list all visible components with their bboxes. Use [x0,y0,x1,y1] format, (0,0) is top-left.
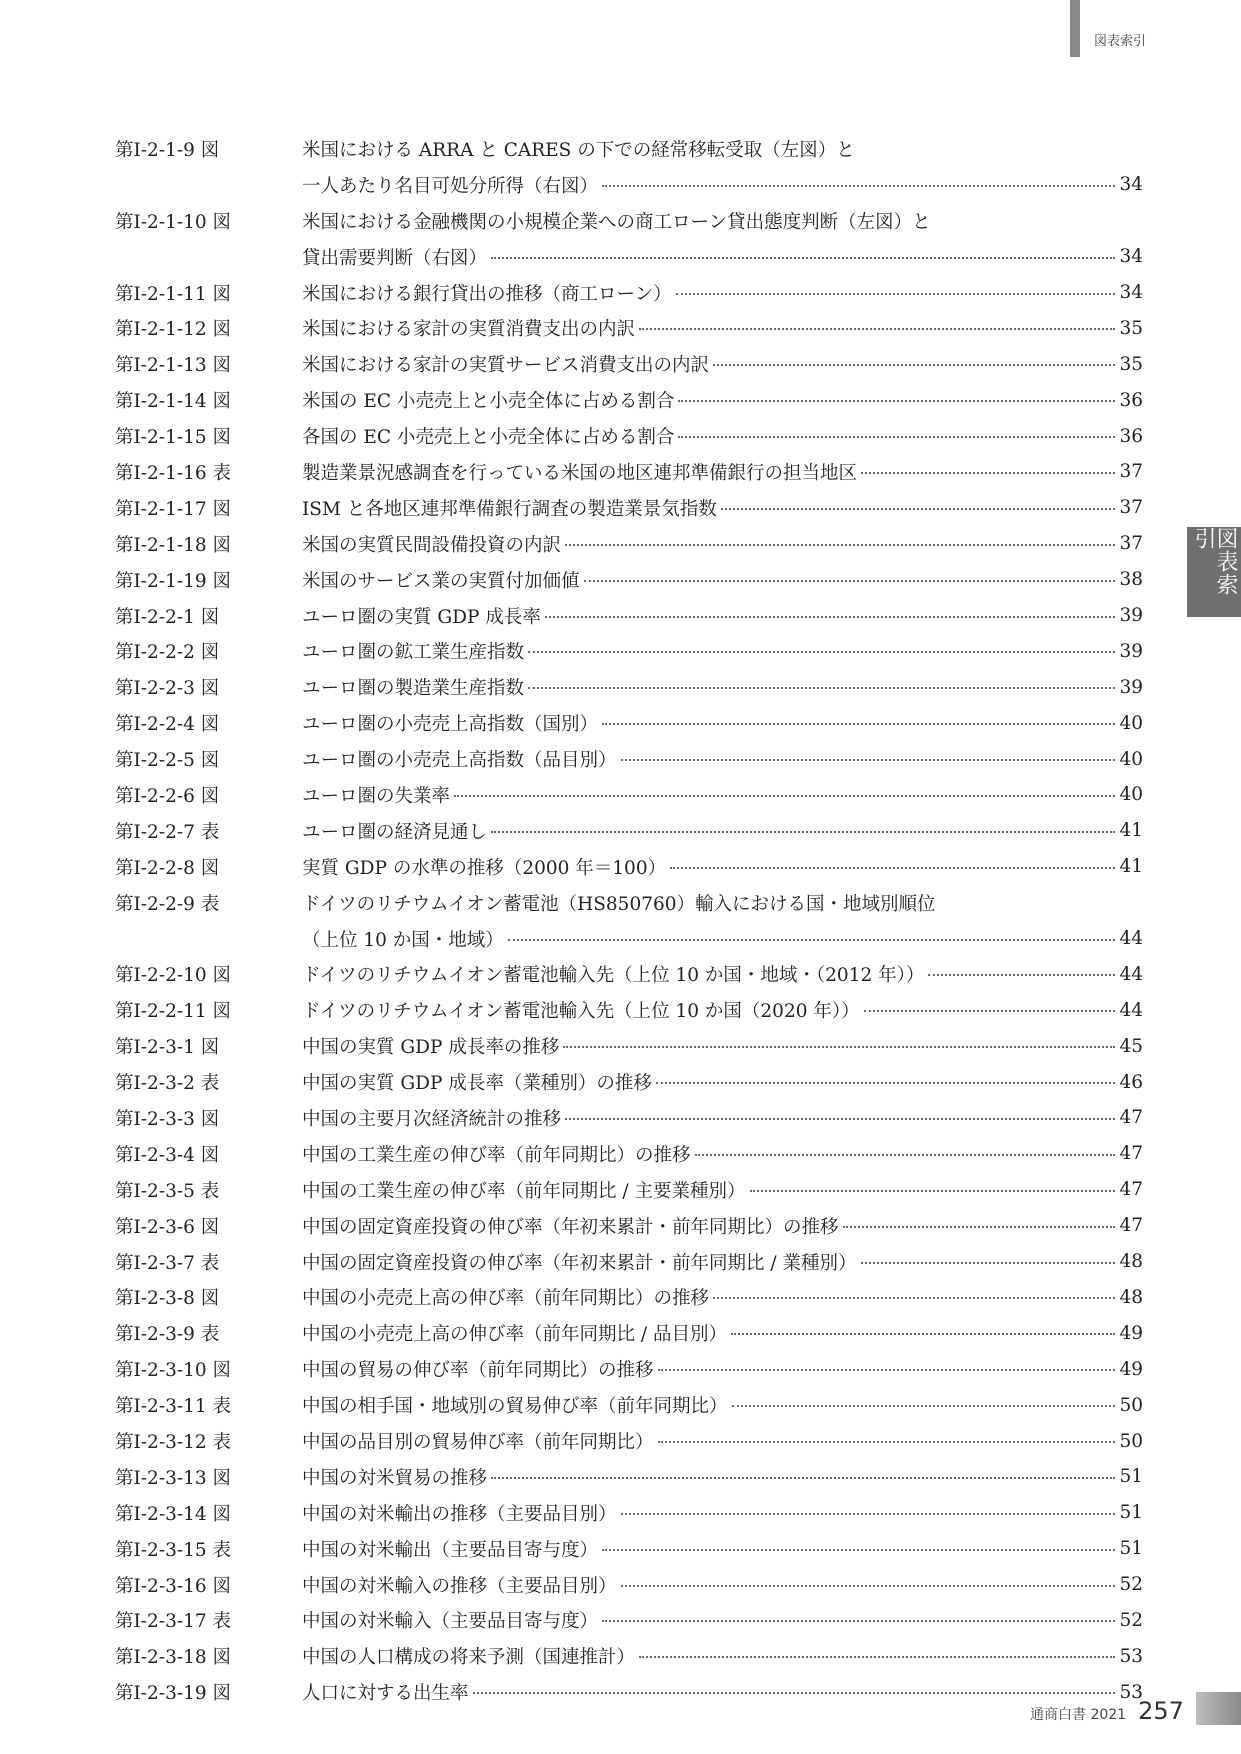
figure-number: 第Ⅰ-2-1-12 図 [115,319,232,341]
index-entry-line [115,167,1143,203]
index-entry-line [115,1315,1143,1351]
index-entry-line [115,1064,1143,1100]
index-entry[interactable] [115,992,1143,1028]
figure-title: ユーロ圏の鉱工業生産指数 [302,642,525,664]
figure-number: 第Ⅰ-2-1-10 図 [115,211,232,233]
index-entry[interactable] [115,275,1143,311]
dot-leader [639,328,1115,330]
index-entry[interactable] [115,598,1143,634]
page-reference: 41 [1119,820,1143,842]
index-entry[interactable] [115,1495,1143,1531]
page-reference: 51 [1119,1538,1143,1560]
index-entry[interactable] [115,1387,1143,1423]
index-entry-line [115,310,1143,346]
figure-title: 人口に対する出生率 [302,1683,469,1705]
page-reference: 35 [1119,317,1143,339]
figure-number: 第Ⅰ-2-1-9 図 [115,139,220,161]
figure-title: ドイツのリチウムイオン蓄電池（HS850760）輸入における国・地域別順位 [302,893,936,915]
figure-number: 第Ⅰ-2-3-15 表 [115,1539,232,1561]
index-entry[interactable] [115,526,1143,562]
figure-number: 第Ⅰ-2-2-9 表 [115,893,220,915]
dot-leader [639,1656,1115,1658]
page-reference: 34 [1119,246,1143,268]
figure-number: 第Ⅰ-2-1-16 表 [115,462,232,484]
page-reference: 39 [1119,605,1143,627]
index-entry[interactable] [115,1423,1143,1459]
figure-title: 貸出需要判断（右図） [302,247,488,269]
index-entry[interactable] [115,1100,1143,1136]
figure-title: 米国における ARRA と CARES の下での経常移転受取（左図）と [302,139,855,161]
page-reference: 34 [1119,282,1143,303]
figure-number: 第Ⅰ-2-2-11 図 [115,1001,232,1023]
dot-leader [731,1333,1115,1335]
index-entry[interactable] [115,1028,1143,1064]
dot-leader [732,1405,1116,1407]
page-reference: 53 [1119,1645,1143,1667]
figure-title: 中国の工業生産の伸び率（前年同期比 / 主要業種別） [302,1180,746,1202]
dot-leader [473,1692,1116,1694]
figure-number: 第Ⅰ-2-2-2 図 [115,642,220,664]
index-entry[interactable] [115,1208,1143,1244]
page-reference: 34 [1119,174,1143,196]
dot-leader [491,831,1115,833]
index-entry-line [115,1100,1143,1136]
index-entry[interactable] [115,1315,1143,1351]
page-reference: 52 [1119,1574,1143,1596]
index-entry[interactable] [115,490,1143,526]
page-reference: 53 [1119,1681,1143,1703]
index-entry-line [115,131,1143,167]
figure-title: 一人あたり名目可処分所得（右図） [302,175,599,197]
figure-number: 第Ⅰ-2-3-11 表 [115,1396,232,1418]
index-entry-line [115,669,1143,705]
index-entry-line [115,1567,1143,1603]
dot-leader [454,795,1115,797]
page-reference: 45 [1119,1035,1143,1057]
index-entry-line [115,418,1143,454]
index-entry-line [115,1459,1143,1495]
page-reference: 49 [1119,1358,1143,1380]
index-entry[interactable] [115,956,1143,992]
index-entry[interactable] [115,1244,1143,1280]
page-reference: 40 [1119,748,1143,770]
figure-title: 米国における家計の実質サービス消費支出の内訳 [302,355,710,377]
figure-title: 中国の固定資産投資の伸び率（年初来累計・前年同期比）の推移 [302,1216,839,1238]
index-entry-line [115,1351,1143,1387]
figure-number: 第Ⅰ-2-2-7 表 [115,821,220,843]
figure-title: ドイツのリチウムイオン蓄電池輸入先（上位 10 か国（2020 年）） [302,1001,860,1023]
index-entry[interactable] [115,813,1143,849]
page-reference: 47 [1119,1179,1143,1201]
index-entry-line [115,741,1143,777]
index-entry-line [115,633,1143,669]
figure-title: 中国の品目別の貿易伸び率（前年同期比） [302,1432,654,1453]
dot-leader [843,1226,1116,1228]
page-reference: 47 [1119,1215,1143,1237]
index-entry[interactable] [115,633,1143,669]
index-entry[interactable] [115,1674,1143,1710]
figure-title: 実質 GDP の水準の推移（2000 年＝100） [302,857,667,879]
index-entry-line [115,956,1143,992]
dot-leader [508,939,1116,941]
dot-leader [602,185,1115,187]
figure-number: 第Ⅰ-2-3-5 表 [115,1180,220,1202]
figure-number: 第Ⅰ-2-3-3 図 [115,1108,220,1130]
dot-leader [491,1477,1115,1479]
figure-title: 中国の貿易の伸び率（前年同期比）の推移 [302,1360,654,1382]
index-entry[interactable] [115,382,1143,418]
index-entry-line [115,1208,1143,1244]
figure-number: 第Ⅰ-2-1-17 図 [115,498,232,520]
dot-leader [678,436,1115,438]
page-reference: 51 [1119,1466,1143,1488]
dot-leader [750,1190,1116,1192]
figure-number: 第Ⅰ-2-2-5 図 [115,750,220,772]
dot-leader [713,364,1115,366]
figure-title: ユーロ圏の製造業生産指数 [302,678,525,700]
figure-number: 第Ⅰ-2-1-11 図 [115,283,232,305]
index-entry-line [115,1531,1143,1567]
index-entry-line [115,992,1143,1028]
header-accent-bar [1070,0,1080,57]
dot-leader [602,1620,1115,1622]
page-reference: 52 [1119,1609,1143,1631]
figure-title: ユーロ圏の実質 GDP 成長率 [302,606,541,628]
dot-leader [670,867,1115,869]
figure-number: 第Ⅰ-2-3-8 図 [115,1288,220,1310]
page-reference: 48 [1119,1286,1143,1308]
dot-leader [695,1154,1116,1156]
figure-title: 各国の EC 小売売上と小売全体に占める割合 [302,427,675,449]
page-reference: 41 [1119,856,1143,878]
figure-title: 中国の対米貿易の推移 [302,1467,488,1489]
page-reference: 44 [1119,999,1143,1021]
index-entry[interactable] [115,346,1143,382]
dot-leader [621,759,1116,761]
figure-title: ユーロ圏の小売売上高指数（品目別） [302,750,617,772]
figure-number: 第Ⅰ-2-1-13 図 [115,355,232,377]
index-entry[interactable] [115,1603,1143,1639]
dot-leader [545,616,1116,618]
index-entry-line [115,1172,1143,1208]
figure-title: 中国の対米輸出の推移（主要品目別） [302,1503,617,1525]
figure-number: 第Ⅰ-2-3-12 表 [115,1432,232,1453]
figure-title: 米国のサービス業の実質付加価値 [302,570,580,592]
figure-number: 第Ⅰ-2-1-19 図 [115,570,232,592]
index-entry[interactable] [115,310,1143,346]
page-reference: 35 [1119,353,1143,375]
dot-leader [861,1262,1116,1264]
figure-number: 第Ⅰ-2-3-9 表 [115,1324,220,1346]
index-entry-line [115,382,1143,418]
figure-title: 中国の実質 GDP 成長率（業種別）の推移 [302,1073,652,1095]
index-entry-line [115,849,1143,885]
figure-number: 第Ⅰ-2-2-1 図 [115,606,220,628]
dot-leader [602,1549,1115,1551]
page-reference: 39 [1119,640,1143,662]
index-entry[interactable] [115,562,1143,598]
page-reference: 50 [1119,1394,1143,1416]
page-number: 257 [1138,1697,1184,1725]
figure-number: 第Ⅰ-2-1-15 図 [115,427,232,449]
index-entry[interactable] [115,454,1143,490]
page-reference: 37 [1119,461,1143,483]
figure-title: 中国の小売売上高の伸び率（前年同期比）の推移 [302,1288,710,1310]
figure-number: 第Ⅰ-2-1-14 図 [115,391,232,413]
figure-number: 第Ⅰ-2-3-10 図 [115,1360,232,1382]
figure-index-list [115,131,1143,1710]
figure-number: 第Ⅰ-2-1-18 図 [115,534,232,556]
figure-number: 第Ⅰ-2-3-19 図 [115,1683,232,1705]
running-header: 図表索引 [1094,34,1147,49]
figure-number: 第Ⅰ-2-3-13 図 [115,1467,232,1489]
figure-number: 第Ⅰ-2-3-1 図 [115,1037,220,1059]
index-entry[interactable] [115,1280,1143,1316]
page-reference: 40 [1119,712,1143,734]
index-entry-line [115,705,1143,741]
footer-accent-bar [1196,1692,1241,1725]
dot-leader [565,544,1115,546]
index-entry-line [115,239,1143,275]
figure-title: 米国における銀行貸出の推移（商工ローン） [302,283,672,305]
figure-title: 中国の対米輸入の推移（主要品目別） [302,1575,617,1597]
index-entry-line [115,921,1143,957]
figure-title: 米国の実質民間設備投資の内訳 [302,534,562,556]
dot-leader [864,1010,1116,1012]
index-entry[interactable] [115,1531,1143,1567]
index-entry[interactable] [115,705,1143,741]
dot-leader [491,257,1115,259]
index-entry-line [115,885,1143,921]
figure-title: ユーロ圏の経済見通し [302,821,488,843]
dot-leader [861,472,1115,474]
index-entry-line [115,1495,1143,1531]
figure-title: ISM と各地区連邦準備銀行調査の製造業景気指数 [302,498,717,520]
index-entry[interactable] [115,131,1143,203]
page-reference: 48 [1119,1251,1143,1273]
dot-leader [528,687,1115,689]
figure-number: 第Ⅰ-2-3-7 表 [115,1252,220,1274]
dot-leader [658,1441,1116,1443]
page-reference: 37 [1119,533,1143,555]
figure-number: 第Ⅰ-2-3-2 表 [115,1073,220,1095]
dot-leader [602,723,1115,725]
page-reference: 39 [1119,676,1143,698]
index-entry-line [115,490,1143,526]
page-reference: 40 [1119,784,1143,806]
index-entry-line [115,1244,1143,1280]
figure-number: 第Ⅰ-2-3-18 図 [115,1647,232,1669]
page-reference: 47 [1119,1107,1143,1129]
figure-title: 中国の人口構成の将来予測（国連推計） [302,1647,636,1669]
figure-number: 第Ⅰ-2-3-4 図 [115,1144,220,1166]
figure-number: 第Ⅰ-2-3-14 図 [115,1503,232,1525]
figure-title: 米国の EC 小売売上と小売全体に占める割合 [302,391,675,413]
dot-leader [678,400,1115,402]
index-entry[interactable] [115,777,1143,813]
figure-title: （上位 10 か国・地域） [302,929,504,951]
index-entry[interactable] [115,1064,1143,1100]
figure-number: 第Ⅰ-2-2-4 図 [115,714,220,736]
side-tab-label: 図表索引 [1191,527,1238,596]
figure-number: 第Ⅰ-2-2-6 図 [115,785,220,807]
index-entry-line [115,777,1143,813]
index-entry-line [115,813,1143,849]
index-entry-line [115,346,1143,382]
figure-title: 中国の対米輸入（主要品目寄与度） [302,1611,599,1633]
index-entry[interactable] [115,849,1143,885]
index-entry-line [115,598,1143,634]
figure-title: 中国の小売売上高の伸び率（前年同期比 / 品目別） [302,1324,727,1346]
index-entry-line [115,526,1143,562]
figure-title: ドイツのリチウムイオン蓄電池輸入先（上位 10 か国・地域・（2012 年）） [302,965,925,987]
index-entry[interactable] [115,669,1143,705]
index-entry-line [115,275,1143,311]
figure-title: 中国の相手国・地域別の貿易伸び率（前年同期比） [302,1396,728,1418]
page-reference: 38 [1119,569,1143,591]
dot-leader [621,1585,1116,1587]
figure-title: 米国における家計の実質消費支出の内訳 [302,319,636,341]
index-entry-line [115,1387,1143,1423]
page-reference: 44 [1119,963,1143,985]
index-entry[interactable] [115,418,1143,454]
figure-number: 第Ⅰ-2-2-3 図 [115,678,220,700]
page-reference: 50 [1119,1430,1143,1452]
index-entry[interactable] [115,1638,1143,1674]
dot-leader [528,651,1115,653]
index-entry[interactable] [115,203,1143,275]
page-reference: 47 [1119,1143,1143,1165]
index-entry[interactable] [115,885,1143,957]
index-entry-line [115,203,1143,239]
figure-number: 第Ⅰ-2-3-17 表 [115,1611,232,1633]
page-reference: 44 [1119,928,1143,950]
figure-number: 第Ⅰ-2-3-16 図 [115,1575,232,1597]
figure-title: 中国の固定資産投資の伸び率（年初来累計・前年同期比 / 業種別） [302,1252,857,1274]
index-entry-line [115,1136,1143,1172]
index-entry-line [115,1028,1143,1064]
index-entry[interactable] [115,741,1143,777]
index-entry-line [115,1674,1143,1710]
index-entry[interactable] [115,1567,1143,1603]
side-index-tab[interactable] [1187,527,1241,617]
figure-title: 中国の実質 GDP 成長率の推移 [302,1037,560,1059]
dot-leader [721,508,1116,510]
figure-title: 製造業景況感調査を行っている米国の地区連邦準備銀行の担当地区 [302,462,858,484]
page-reference: 36 [1119,389,1143,411]
dot-leader [565,1118,1115,1120]
page-footer [1030,1697,1184,1725]
publication-title: 通商白書 2021 [1030,1707,1127,1723]
dot-leader [563,1046,1115,1048]
page-reference: 49 [1119,1322,1143,1344]
figure-title: 中国の対米輸出（主要品目寄与度） [302,1539,599,1561]
figure-number: 第Ⅰ-2-2-10 図 [115,965,232,987]
dot-leader [928,974,1115,976]
index-entry-line [115,1423,1143,1459]
figure-title: 中国の工業生産の伸び率（前年同期比）の推移 [302,1144,691,1166]
page-reference: 36 [1119,425,1143,447]
index-entry-line [115,1280,1143,1316]
page-reference: 37 [1119,497,1143,519]
figure-title: ユーロ圏の小売売上高指数（国別） [302,714,599,736]
dot-leader [656,1082,1116,1084]
index-entry-line [115,562,1143,598]
index-entry-line [115,1638,1143,1674]
dot-leader [676,293,1116,295]
figure-title: 中国の主要月次経済統計の推移 [302,1108,562,1130]
dot-leader [621,1513,1116,1515]
index-entry[interactable] [115,1459,1143,1495]
index-entry-line [115,454,1143,490]
page-reference: 46 [1119,1071,1143,1093]
figure-number: 第Ⅰ-2-3-6 図 [115,1216,220,1238]
figure-title: 米国における金融機関の小規模企業への商工ローン貸出態度判断（左図）と [302,211,931,233]
figure-title: ユーロ圏の失業率 [302,785,451,807]
index-entry[interactable] [115,1172,1143,1208]
figure-number: 第Ⅰ-2-2-8 図 [115,857,220,879]
dot-leader [713,1297,1115,1299]
index-entry[interactable] [115,1136,1143,1172]
index-entry-line [115,1603,1143,1639]
dot-leader [584,580,1116,582]
index-entry[interactable] [115,1351,1143,1387]
dot-leader [658,1369,1116,1371]
page-reference: 51 [1119,1502,1143,1524]
